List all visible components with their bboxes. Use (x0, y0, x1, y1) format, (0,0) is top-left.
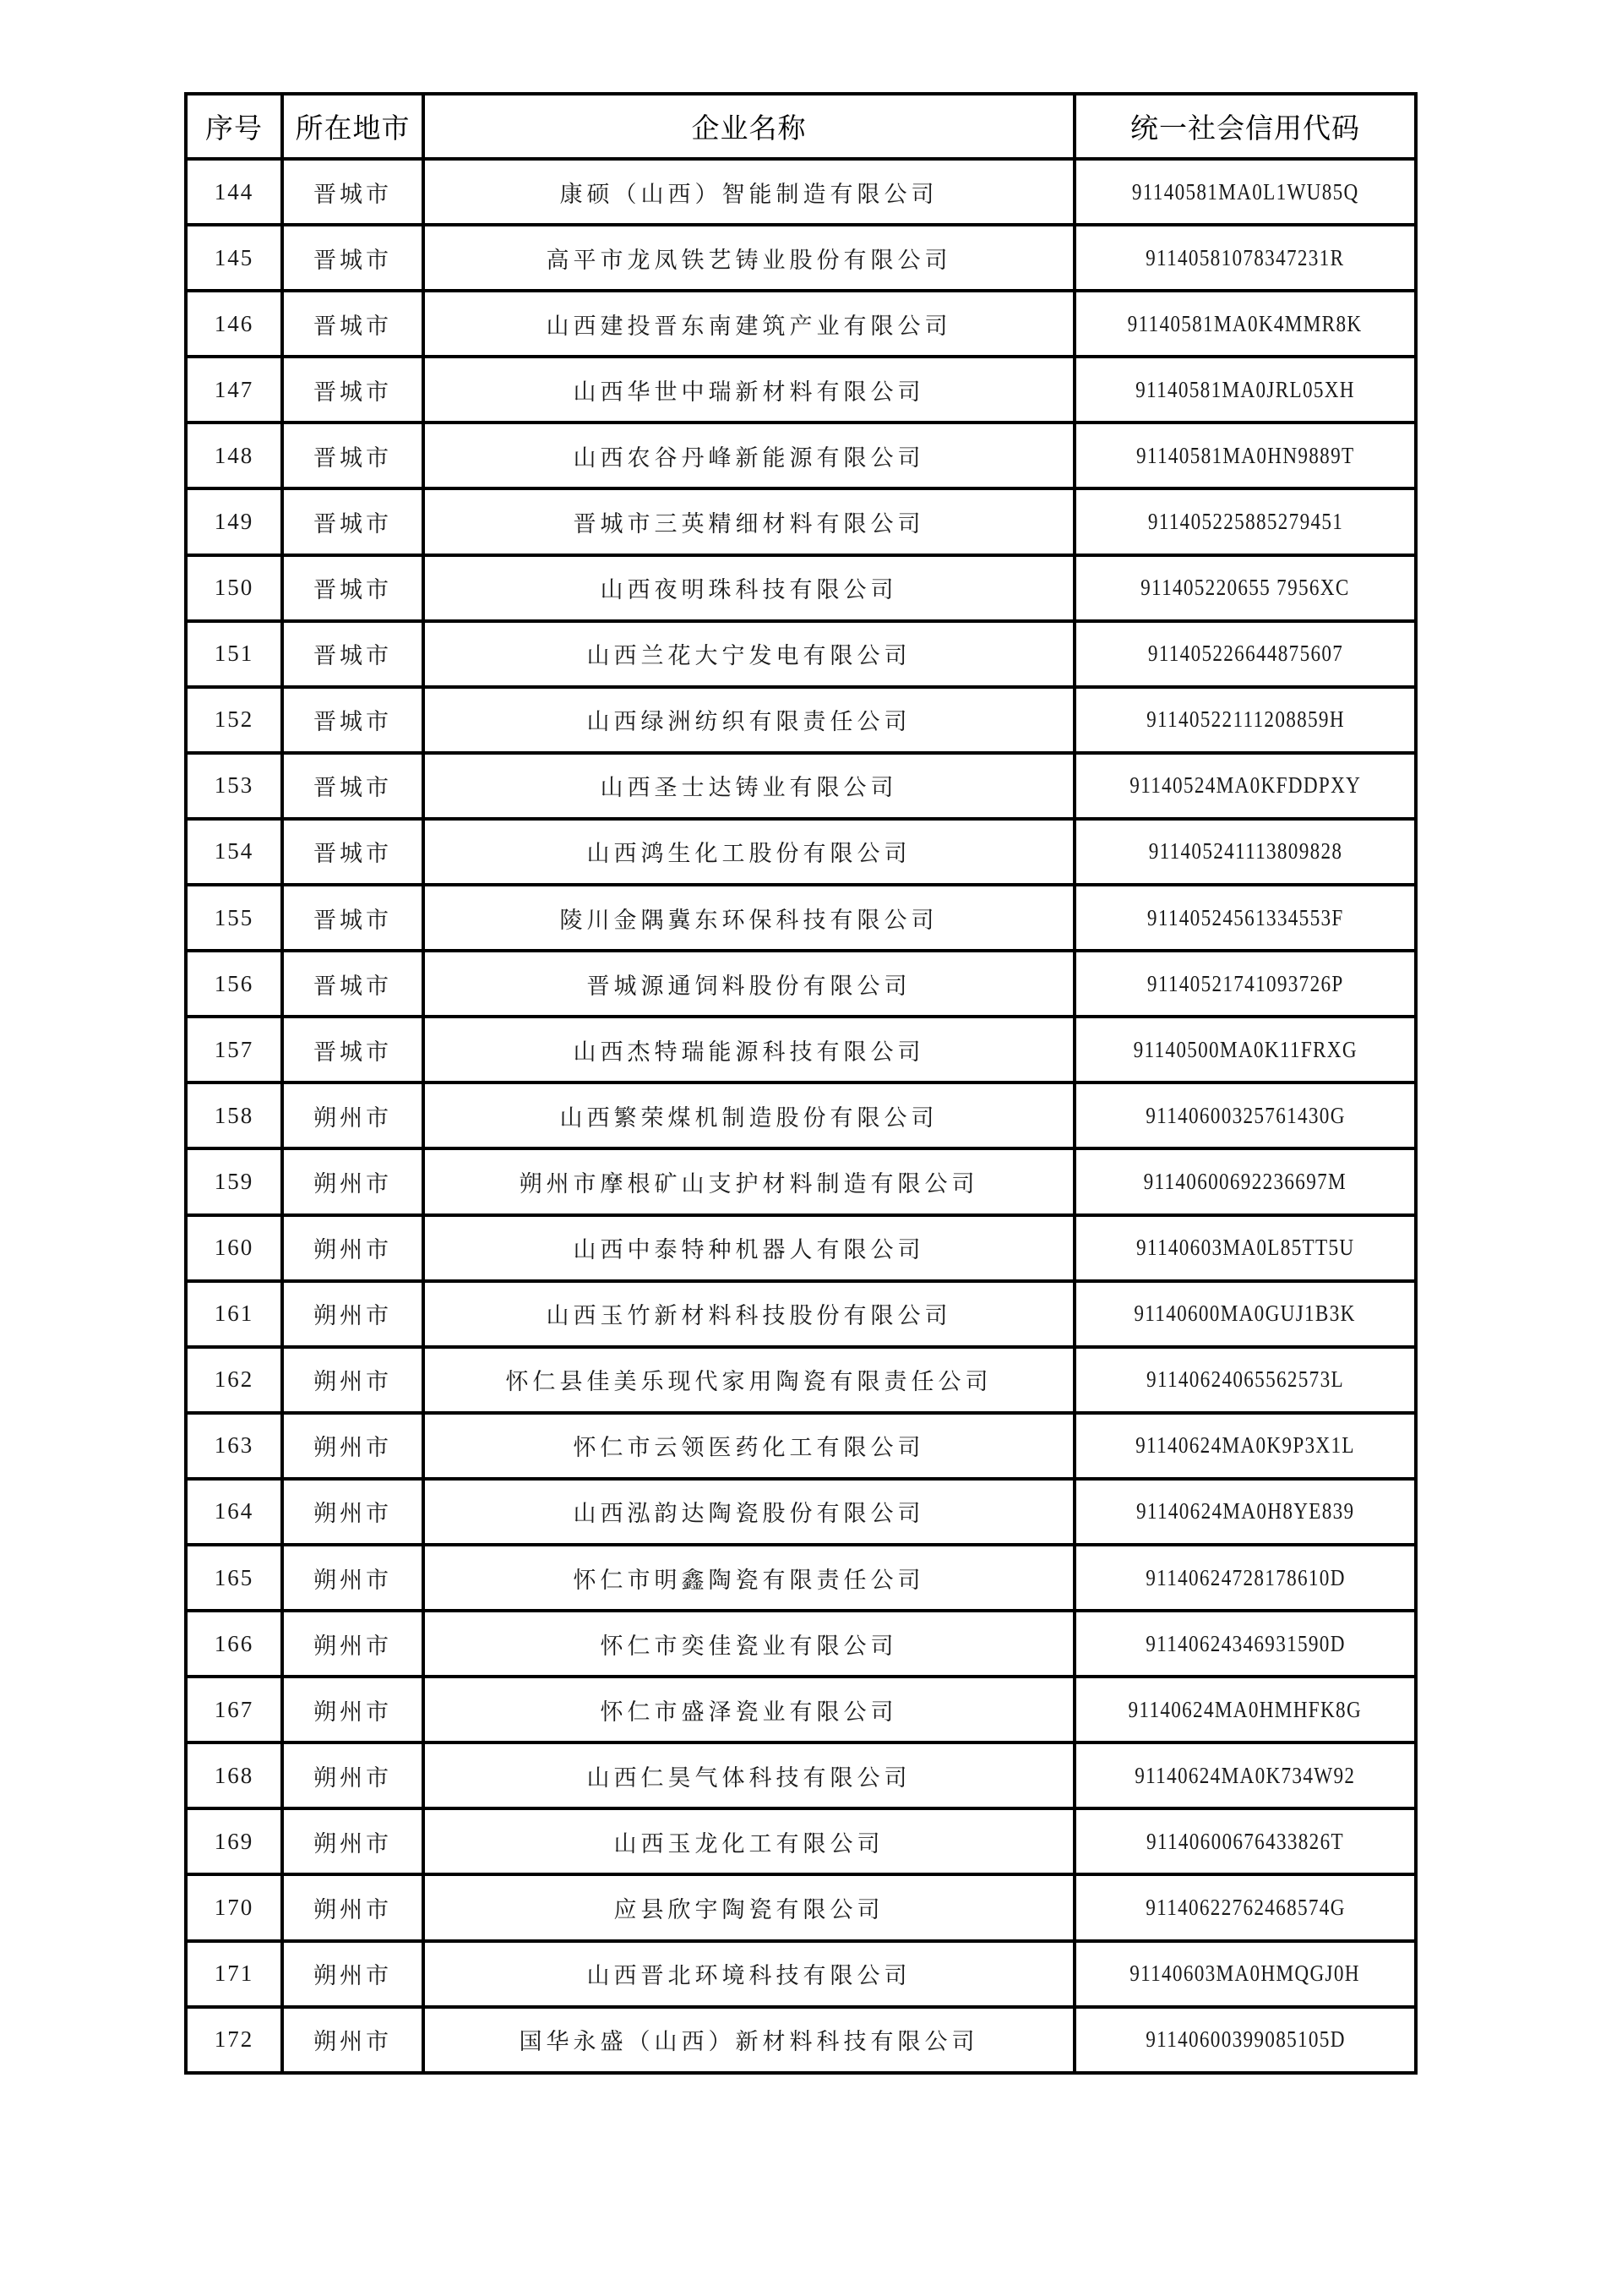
credit-code-text: 91140624065562573L (1146, 1366, 1344, 1393)
credit-code-text: 911405220655 7956XC (1140, 575, 1350, 601)
serial-number-cell: 146 (186, 291, 282, 357)
credit-code-cell (1075, 159, 1416, 225)
city-cell: 晋城市 (282, 555, 423, 621)
table-row (186, 291, 1416, 357)
serial-number-cell: 152 (186, 687, 282, 753)
table-row (186, 225, 1416, 291)
credit-code-cell (1075, 819, 1416, 885)
credit-code-cell (1075, 1545, 1416, 1611)
city-cell: 朔州市 (282, 1148, 423, 1214)
serial-number-cell: 170 (186, 1874, 282, 1940)
credit-code-text: 91140624MA0K734W92 (1135, 1762, 1356, 1788)
credit-code-text: 91140624MA0K9P3X1L (1135, 1432, 1355, 1459)
table-row (186, 885, 1416, 951)
city-cell: 朔州市 (282, 1083, 423, 1148)
city-cell: 晋城市 (282, 621, 423, 687)
enterprise-name-cell: 应县欣宇陶瓷有限公司 (423, 1874, 1075, 1940)
serial-number-cell: 165 (186, 1545, 282, 1611)
credit-code-cell (1075, 488, 1416, 554)
city-cell: 朔州市 (282, 1281, 423, 1347)
credit-code-cell (1075, 357, 1416, 423)
credit-code-text: 91140524561334553F (1146, 904, 1344, 930)
credit-code-cell (1075, 555, 1416, 621)
enterprise-name-cell: 山西圣士达铸业有限公司 (423, 753, 1075, 819)
credit-code-cell (1075, 2007, 1416, 2073)
serial-number-cell: 145 (186, 225, 282, 291)
enterprise-name-cell: 山西玉龙化工有限公司 (423, 1808, 1075, 1874)
enterprise-name-cell: 山西兰花大宁发电有限公司 (423, 621, 1075, 687)
table-row (186, 423, 1416, 488)
table-row (186, 2007, 1416, 2073)
enterprise-name-cell: 怀仁县佳美乐现代家用陶瓷有限责任公司 (423, 1347, 1075, 1413)
credit-code-cell (1075, 225, 1416, 291)
serial-number-cell: 168 (186, 1742, 282, 1808)
enterprise-name-cell: 山西建投晋东南建筑产业有限公司 (423, 291, 1075, 357)
credit-code-text: 91140521741093726P (1146, 970, 1344, 996)
credit-code-cell (1075, 1347, 1416, 1413)
credit-code-cell (1075, 1479, 1416, 1545)
credit-code-text: 91140581MA0JRL05XH (1135, 376, 1355, 402)
enterprise-name-cell: 山西仁昊气体科技有限公司 (423, 1742, 1075, 1808)
credit-code-text: 911405226644875607 (1147, 641, 1343, 667)
credit-code-text: 91140624MA0HMHFK8G (1128, 1696, 1363, 1722)
city-cell: 朔州市 (282, 2007, 423, 2073)
table-row (186, 555, 1416, 621)
credit-code-cell (1075, 1677, 1416, 1742)
city-cell: 朔州市 (282, 1215, 423, 1281)
enterprise-name-cell: 山西农谷丹峰新能源有限公司 (423, 423, 1075, 488)
table-row (186, 687, 1416, 753)
table-row (186, 621, 1416, 687)
serial-number-cell: 147 (186, 357, 282, 423)
city-cell: 晋城市 (282, 1017, 423, 1083)
city-cell: 晋城市 (282, 225, 423, 291)
table-row (186, 1281, 1416, 1347)
city-cell: 晋城市 (282, 753, 423, 819)
table-body (186, 159, 1416, 2073)
serial-number-cell: 150 (186, 555, 282, 621)
table-row (186, 159, 1416, 225)
table-row (186, 753, 1416, 819)
enterprise-name-cell: 陵川金隅冀东环保科技有限公司 (423, 885, 1075, 951)
credit-code-text: 91140524MA0KFDDPXY (1129, 772, 1361, 799)
credit-code-text: 911405241113809828 (1148, 838, 1342, 864)
credit-code-text: 91140500MA0K11FRXG (1133, 1036, 1358, 1062)
credit-code-text: 91140522111208859H (1146, 706, 1345, 733)
table-row (186, 1742, 1416, 1808)
city-cell: 朔州市 (282, 1347, 423, 1413)
table-row (186, 1148, 1416, 1214)
city-cell: 朔州市 (282, 1677, 423, 1742)
serial-number-cell: 162 (186, 1347, 282, 1413)
serial-number-cell: 160 (186, 1215, 282, 1281)
enterprise-name-cell: 山西中泰特种机器人有限公司 (423, 1215, 1075, 1281)
city-cell: 朔州市 (282, 1611, 423, 1677)
enterprise-name-cell: 山西华世中瑞新材料有限公司 (423, 357, 1075, 423)
credit-code-text: 91140603MA0HMQGJ0H (1129, 1961, 1361, 1987)
serial-number-cell: 158 (186, 1083, 282, 1148)
table-row (186, 488, 1416, 554)
enterprise-name-cell: 怀仁市奕佳瓷业有限公司 (423, 1611, 1075, 1677)
table-row (186, 1083, 1416, 1148)
credit-code-text: 91140600MA0GUJ1B3K (1134, 1301, 1357, 1327)
header-enterprise-name: 企业名称 (423, 94, 1075, 159)
credit-code-cell (1075, 1874, 1416, 1940)
credit-code-cell (1075, 1017, 1416, 1083)
credit-code-cell (1075, 1611, 1416, 1677)
serial-number-cell: 155 (186, 885, 282, 951)
enterprise-name-cell: 山西晋北环境科技有限公司 (423, 1941, 1075, 2007)
enterprise-name-cell: 山西泓韵达陶瓷股份有限公司 (423, 1479, 1075, 1545)
serial-number-cell: 149 (186, 488, 282, 554)
credit-code-cell (1075, 423, 1416, 488)
serial-number-cell: 154 (186, 819, 282, 885)
credit-code-cell (1075, 1413, 1416, 1479)
table-row (186, 1413, 1416, 1479)
city-cell: 晋城市 (282, 687, 423, 753)
enterprise-name-cell: 怀仁市盛泽瓷业有限公司 (423, 1677, 1075, 1742)
table-row (186, 1215, 1416, 1281)
enterprise-name-cell: 山西绿洲纺织有限责任公司 (423, 687, 1075, 753)
credit-code-text: 91140603MA0L85TT5U (1135, 1235, 1355, 1261)
credit-code-cell (1075, 951, 1416, 1017)
city-cell: 晋城市 (282, 357, 423, 423)
header-credit-code: 统一社会信用代码 (1075, 94, 1416, 159)
table-row (186, 357, 1416, 423)
city-cell: 晋城市 (282, 819, 423, 885)
enterprise-name-cell: 康硕（山西）智能制造有限公司 (423, 159, 1075, 225)
table-row (186, 1479, 1416, 1545)
serial-number-cell: 159 (186, 1148, 282, 1214)
credit-code-text: 91140581MA0K4MMR8K (1128, 310, 1363, 336)
table-row (186, 1941, 1416, 2007)
serial-number-cell: 144 (186, 159, 282, 225)
enterprise-name-cell: 晋城市三英精细材料有限公司 (423, 488, 1075, 554)
serial-number-cell: 167 (186, 1677, 282, 1742)
city-cell: 晋城市 (282, 488, 423, 554)
credit-code-text: 91140581MA0L1WU85Q (1131, 178, 1359, 205)
header-serial-number: 序号 (186, 94, 282, 159)
serial-number-cell: 153 (186, 753, 282, 819)
credit-code-cell (1075, 1808, 1416, 1874)
credit-code-text: 91140624728178610D (1145, 1564, 1346, 1590)
credit-code-cell (1075, 885, 1416, 951)
credit-code-cell (1075, 1941, 1416, 2007)
enterprise-name-cell: 山西鸿生化工股份有限公司 (423, 819, 1075, 885)
enterprise-name-cell: 怀仁市明鑫陶瓷有限责任公司 (423, 1545, 1075, 1611)
credit-code-text: 91140624346931590D (1145, 1630, 1346, 1656)
credit-code-text: 91140624MA0H8YE839 (1135, 1498, 1355, 1524)
city-cell: 朔州市 (282, 1479, 423, 1545)
credit-code-text: 911405225885279451 (1147, 509, 1343, 535)
table-row (186, 1545, 1416, 1611)
serial-number-cell: 169 (186, 1808, 282, 1874)
table-row (186, 1874, 1416, 1940)
credit-code-cell (1075, 1215, 1416, 1281)
city-cell: 晋城市 (282, 423, 423, 488)
credit-code-cell (1075, 291, 1416, 357)
serial-number-cell: 171 (186, 1941, 282, 2007)
table-row (186, 1611, 1416, 1677)
credit-code-text: 91140600399085105D (1145, 2026, 1346, 2053)
city-cell: 朔州市 (282, 1874, 423, 1940)
serial-number-cell: 163 (186, 1413, 282, 1479)
city-cell: 朔州市 (282, 1413, 423, 1479)
credit-code-text: 91140622762468574G (1145, 1894, 1346, 1920)
header-city: 所在地市 (282, 94, 423, 159)
credit-code-cell (1075, 1083, 1416, 1148)
enterprise-name-cell: 山西玉竹新材料科技股份有限公司 (423, 1281, 1075, 1347)
table-row (186, 951, 1416, 1017)
serial-number-cell: 161 (186, 1281, 282, 1347)
credit-code-text: 91140581MA0HN9889T (1135, 442, 1355, 468)
serial-number-cell: 156 (186, 951, 282, 1017)
credit-code-cell (1075, 1742, 1416, 1808)
city-cell: 朔州市 (282, 1742, 423, 1808)
serial-number-cell: 151 (186, 621, 282, 687)
serial-number-cell: 172 (186, 2007, 282, 2073)
enterprise-list-table (184, 92, 1418, 2075)
credit-code-cell (1075, 687, 1416, 753)
table-row (186, 1017, 1416, 1083)
enterprise-name-cell: 晋城源通饲料股份有限公司 (423, 951, 1075, 1017)
serial-number-cell: 164 (186, 1479, 282, 1545)
credit-code-text: 91140600692236697M (1143, 1168, 1347, 1194)
city-cell: 朔州市 (282, 1545, 423, 1611)
table-row (186, 819, 1416, 885)
enterprise-name-cell: 高平市龙凤铁艺铸业股份有限公司 (423, 225, 1075, 291)
enterprise-name-cell: 朔州市摩根矿山支护材料制造有限公司 (423, 1148, 1075, 1214)
city-cell: 晋城市 (282, 159, 423, 225)
table-row (186, 1347, 1416, 1413)
city-cell: 晋城市 (282, 291, 423, 357)
table-row (186, 1677, 1416, 1742)
enterprise-name-cell: 山西杰特瑞能源科技有限公司 (423, 1017, 1075, 1083)
enterprise-name-cell: 国华永盛（山西）新材料科技有限公司 (423, 2007, 1075, 2073)
enterprise-name-cell: 山西夜明珠科技有限公司 (423, 555, 1075, 621)
enterprise-name-cell: 山西繁荣煤机制造股份有限公司 (423, 1083, 1075, 1148)
table-row (186, 1808, 1416, 1874)
serial-number-cell: 157 (186, 1017, 282, 1083)
credit-code-text: 91140581078347231R (1146, 244, 1345, 270)
city-cell: 晋城市 (282, 951, 423, 1017)
serial-number-cell: 166 (186, 1611, 282, 1677)
table-header-row (186, 94, 1416, 159)
city-cell: 朔州市 (282, 1808, 423, 1874)
city-cell: 朔州市 (282, 1941, 423, 2007)
enterprise-name-cell: 怀仁市云领医药化工有限公司 (423, 1413, 1075, 1479)
serial-number-cell: 148 (186, 423, 282, 488)
credit-code-cell (1075, 1148, 1416, 1214)
credit-code-text: 91140600676433826T (1146, 1828, 1344, 1854)
credit-code-cell (1075, 1281, 1416, 1347)
credit-code-text: 91140600325761430G (1145, 1102, 1346, 1128)
credit-code-cell (1075, 753, 1416, 819)
credit-code-cell (1075, 621, 1416, 687)
city-cell: 晋城市 (282, 885, 423, 951)
